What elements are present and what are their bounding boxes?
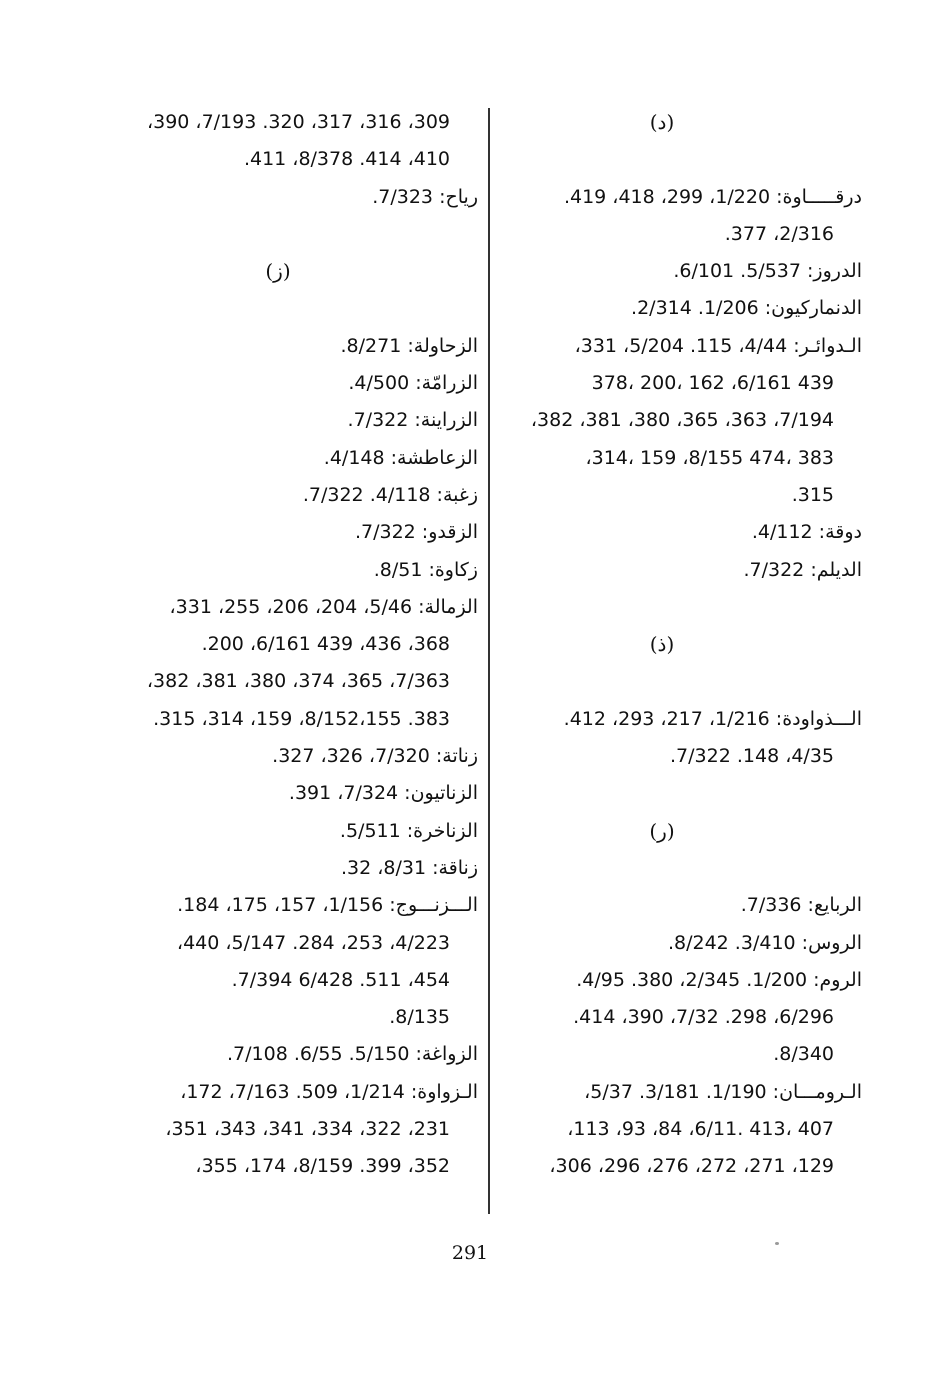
index-line: الزراينة: 7/322. [347, 409, 478, 432]
index-line: 8/135. [389, 1006, 450, 1029]
index-line: 383. 8/152،155، 159، 314، 315. [153, 707, 450, 730]
index-line: الزواغة: 5/150. 6/55. 7/108. [226, 1043, 478, 1066]
index-line: الزعاطشة: 4/148. [323, 446, 478, 469]
index-line: الروم: 1/200. 2/345، 380. 4/95. [576, 968, 862, 991]
index-line: (ذ) [649, 632, 675, 657]
index-line: 7/194، 363، 365، 380، 381، 382، [530, 409, 834, 432]
index-line: زناقة: 8/31، 32. [340, 856, 478, 879]
index-line: 8/340. [773, 1043, 834, 1066]
index-line: 315. [791, 483, 834, 506]
scan-speck [775, 1242, 779, 1245]
index-line: الديلم: 7/322. [743, 558, 862, 581]
index-line: 368، 436، 439 6/161، 200. [201, 633, 450, 656]
index-line: 129، 271، 272، 276، 296، 306، [549, 1155, 834, 1178]
index-line: 2/316، 377. [724, 222, 834, 245]
index-line: (د) [649, 110, 675, 134]
index-line: الـرومـــان: 1/190. 3/181. 5/37، [584, 1080, 862, 1103]
index-line: الزرامّة: 4/500. [348, 372, 478, 395]
index-line [462, 663, 862, 700]
index-line: 4/223، 253، 284. 5/147، 440، [176, 931, 450, 954]
index-line: الربايع: 7/336. [740, 894, 862, 917]
column-divider [488, 108, 490, 1214]
index-line [462, 589, 862, 626]
index-line: (ر) [649, 818, 675, 843]
index-line: 231، 322، 334، 341، 343، 351، [165, 1118, 450, 1141]
index-line: الـدوائـر: 4/44، 115. 5/204، 331، [574, 334, 862, 357]
index-line: 383 ،474 8/155، 159 ،314، [585, 446, 834, 469]
index-line [462, 775, 862, 812]
index-line: الدروز: 5/537. 6/101. [673, 260, 862, 283]
index-line: زغبة: 4/118. 7/322. [302, 483, 478, 506]
index-line [462, 141, 862, 178]
index-line: الـــزنـــوج: 1/156، 157، 175، 184. [177, 894, 478, 917]
index-line: الزناتيون: 7/324، 391. [288, 782, 478, 805]
index-line [462, 850, 862, 887]
index-line: 4/35، 148. 7/322. [669, 745, 834, 768]
left-column [78, 104, 478, 1186]
index-line: الروس: 3/410. 8/242. [667, 931, 862, 954]
index-line: 352، 399. 8/159، 174، 355، [195, 1155, 450, 1178]
index-line [78, 216, 478, 253]
index-line: زناتة: 7/320، 326، 327. [272, 745, 478, 768]
index-line: الزمالة: 5/46، 204، 206، 255، 331، [169, 595, 478, 618]
index-line: الزحاولة: 8/271. [340, 334, 478, 357]
index-line: الـــذواودة: 1/216، 217، 293، 412. [563, 707, 862, 730]
index-line: 309، 316، 317، 320. 7/193، 390، [146, 111, 450, 133]
index-line: (ز) [265, 259, 291, 284]
index-line: رياح: 7/323. [372, 185, 478, 208]
index-line: الزناخرة: 5/511. [339, 819, 478, 842]
index-line: الـزواوة: 1/214، 509. 7/163، 172، [180, 1080, 478, 1103]
index-line: 439 6/161، 162 ،200 ،378 [591, 372, 834, 395]
index-line [78, 290, 478, 327]
index-line: 6/296، 298. 7/32، 390، 414. [573, 1006, 834, 1029]
index-line: 407 ،413 .6/11، 84، 93، 113، [567, 1118, 834, 1141]
right-column [462, 104, 862, 1186]
index-line: زكاوة: 8/51. [373, 558, 478, 581]
index-line: دوقة: 4/112. [751, 521, 862, 544]
index-line: 454، 511. 6/428 7/394. [231, 968, 450, 991]
index-line: 410، 414. 8/378، 411. [243, 148, 450, 171]
index-line: درقـــــاوة: 1/220، 299، 418، 419. [563, 185, 862, 208]
index-line: الزقدو: 7/322. [354, 521, 478, 544]
page-number: 291 [451, 1242, 489, 1264]
index-line: 7/363، 365، 374، 380، 381، 382، [146, 670, 450, 693]
index-line: الدنماركيون: 1/206. 2/314. [631, 297, 862, 320]
